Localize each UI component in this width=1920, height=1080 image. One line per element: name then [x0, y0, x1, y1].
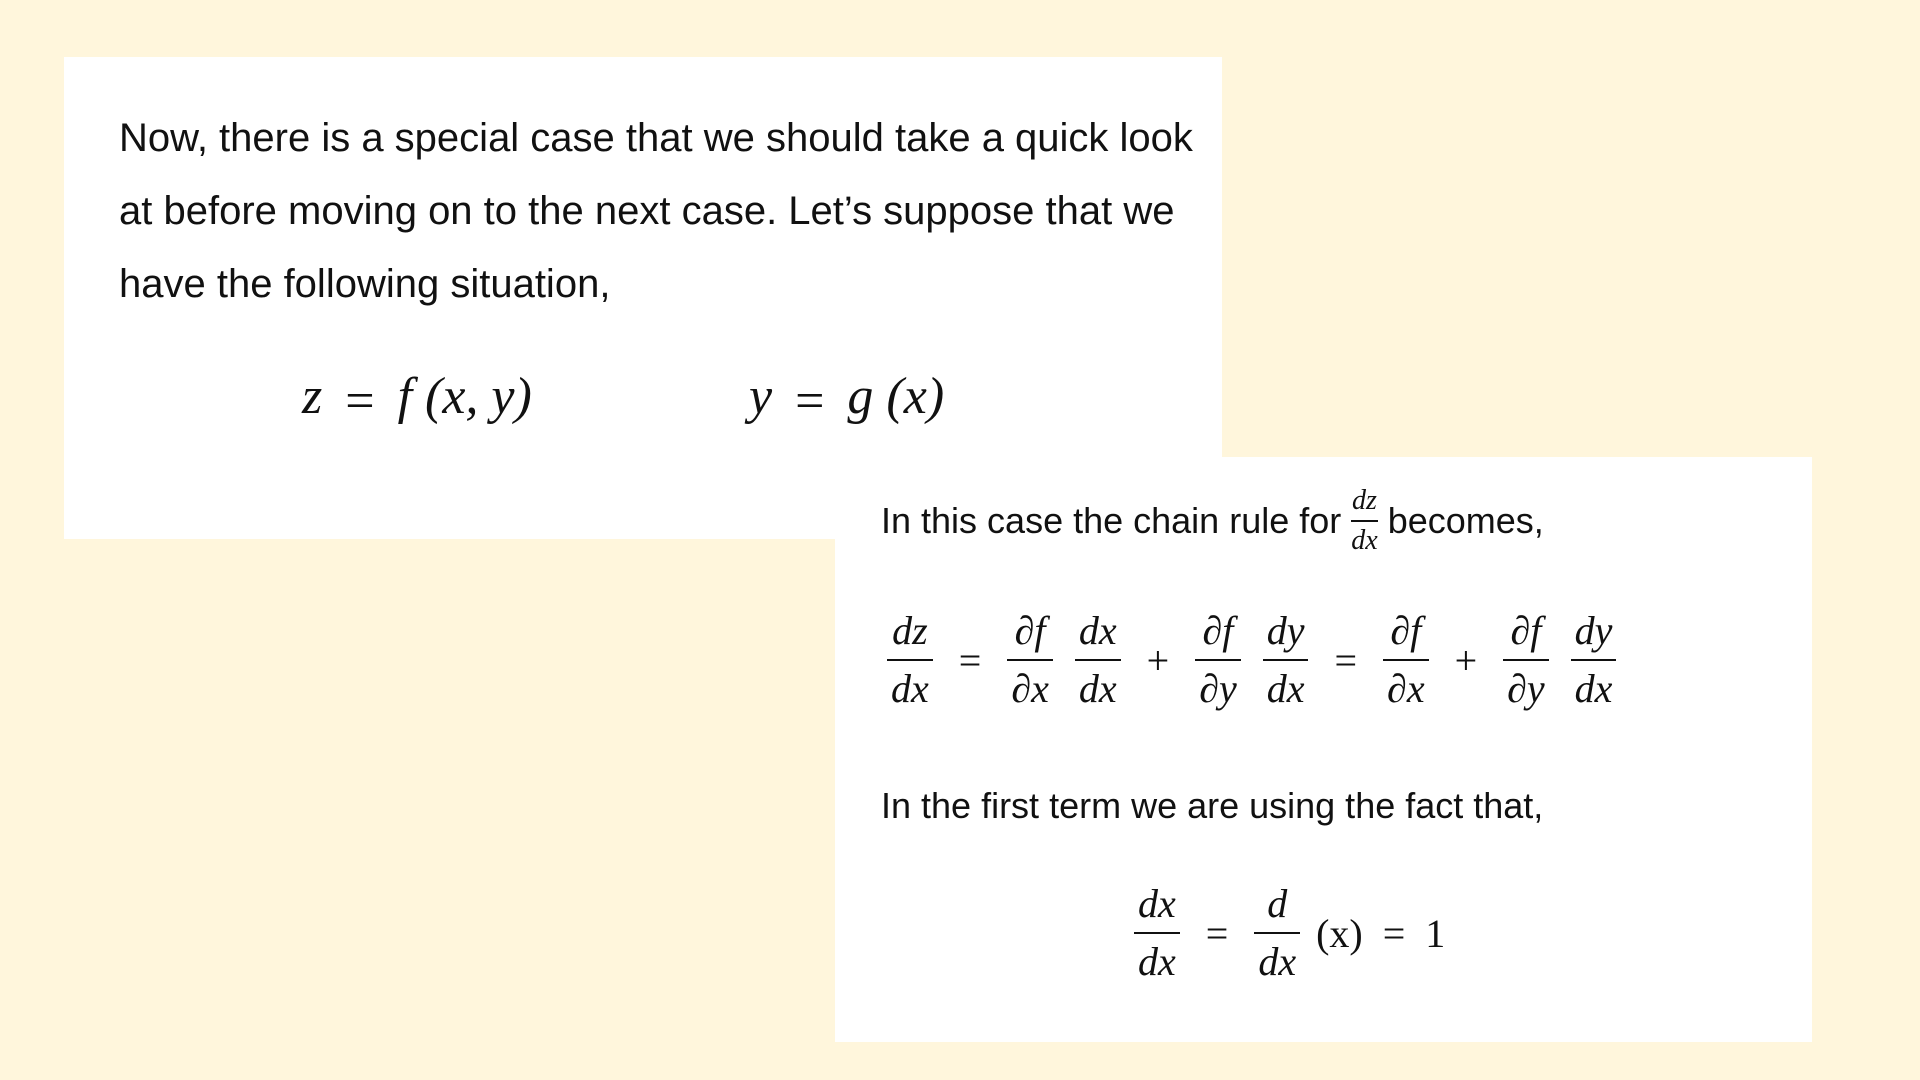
eq-y-func: g — [847, 368, 874, 425]
equals-sign: = — [1382, 910, 1406, 956]
intro-after-text: becomes, — [1387, 500, 1544, 541]
frac-num: dx — [1078, 608, 1117, 653]
plus-sign: + — [1454, 637, 1478, 683]
equation-z-f — [302, 367, 532, 431]
frac-bar — [887, 659, 933, 661]
equals-sign: = — [958, 637, 982, 683]
frac-den: dx — [891, 666, 929, 711]
frac-num: dx — [1138, 881, 1176, 926]
frac-num: ∂f — [1390, 608, 1422, 653]
intro-frac-num: dz — [1352, 485, 1377, 516]
frac-den: ∂y — [1199, 666, 1237, 711]
chain-rule-intro — [881, 485, 1544, 557]
intro-dz-dx-fraction — [1351, 485, 1377, 557]
eq-z-func: f — [397, 368, 413, 425]
equals-sign: = — [1334, 637, 1358, 683]
frac-dx-dx — [1075, 609, 1121, 711]
intro-frac-bar — [1351, 520, 1377, 522]
frac-den: dx — [1574, 666, 1613, 711]
frac-bar — [1134, 932, 1180, 934]
eq-z-equals: = — [345, 372, 375, 430]
chain-rule-equation — [881, 609, 1622, 711]
frac-df-dx-2 — [1383, 609, 1429, 711]
frac-bar — [1263, 659, 1309, 661]
bottom-text-card — [835, 457, 1812, 1042]
frac-df-dy — [1195, 609, 1241, 711]
eq-y-equals: = — [795, 372, 825, 430]
frac-df-dx — [1007, 609, 1053, 711]
eq-y-args: (x) — [886, 368, 945, 425]
first-term-text: In the first term we are using the fact that, — [881, 785, 1544, 826]
eq-y-lhs: y — [749, 368, 773, 425]
frac-den: dx — [1078, 666, 1117, 711]
frac-den: dx — [1138, 939, 1176, 984]
frac-dz-dx — [887, 609, 933, 711]
intro-paragraph: Now, there is a special case that we should take a quick look at before moving on to the next case. Let’s suppose that we have the following situation, — [119, 116, 1193, 306]
frac-bar — [1571, 659, 1617, 661]
frac-den: dx — [1258, 939, 1297, 984]
frac-num: dy — [1574, 608, 1613, 653]
frac-num: ∂f — [1202, 608, 1234, 653]
plus-sign: + — [1146, 637, 1170, 683]
frac-den: ∂y — [1507, 666, 1545, 711]
equation-y-g — [749, 367, 944, 431]
frac-df-dy-2 — [1503, 609, 1549, 711]
frac-num: d — [1267, 881, 1288, 926]
dx-dx-fact-equation — [1128, 882, 1445, 984]
frac-num: dy — [1266, 608, 1305, 653]
frac-dy-dx — [1263, 609, 1309, 711]
frac-dx-dx-fact — [1134, 882, 1180, 984]
eq-z-args: (x, y) — [425, 368, 532, 425]
frac-bar — [1503, 659, 1549, 661]
frac-den: ∂x — [1011, 666, 1049, 711]
eq-z-lhs: z — [302, 368, 323, 425]
frac-bar — [1007, 659, 1053, 661]
fact-arg: (x) — [1316, 910, 1363, 956]
intro-frac-den: dx — [1351, 525, 1378, 556]
frac-den: ∂x — [1387, 666, 1425, 711]
frac-bar — [1383, 659, 1429, 661]
frac-num: ∂f — [1014, 608, 1046, 653]
frac-den: dx — [1266, 666, 1305, 711]
equals-sign: = — [1205, 910, 1229, 956]
intro-before-text: In this case the chain rule for — [881, 500, 1342, 541]
frac-dy-dx-2 — [1571, 609, 1617, 711]
frac-num: ∂f — [1510, 608, 1542, 653]
frac-bar — [1254, 932, 1300, 934]
frac-bar — [1075, 659, 1121, 661]
frac-bar — [1195, 659, 1241, 661]
frac-num: dz — [892, 608, 928, 653]
fact-result: 1 — [1425, 910, 1446, 956]
frac-d-dx — [1254, 882, 1300, 984]
